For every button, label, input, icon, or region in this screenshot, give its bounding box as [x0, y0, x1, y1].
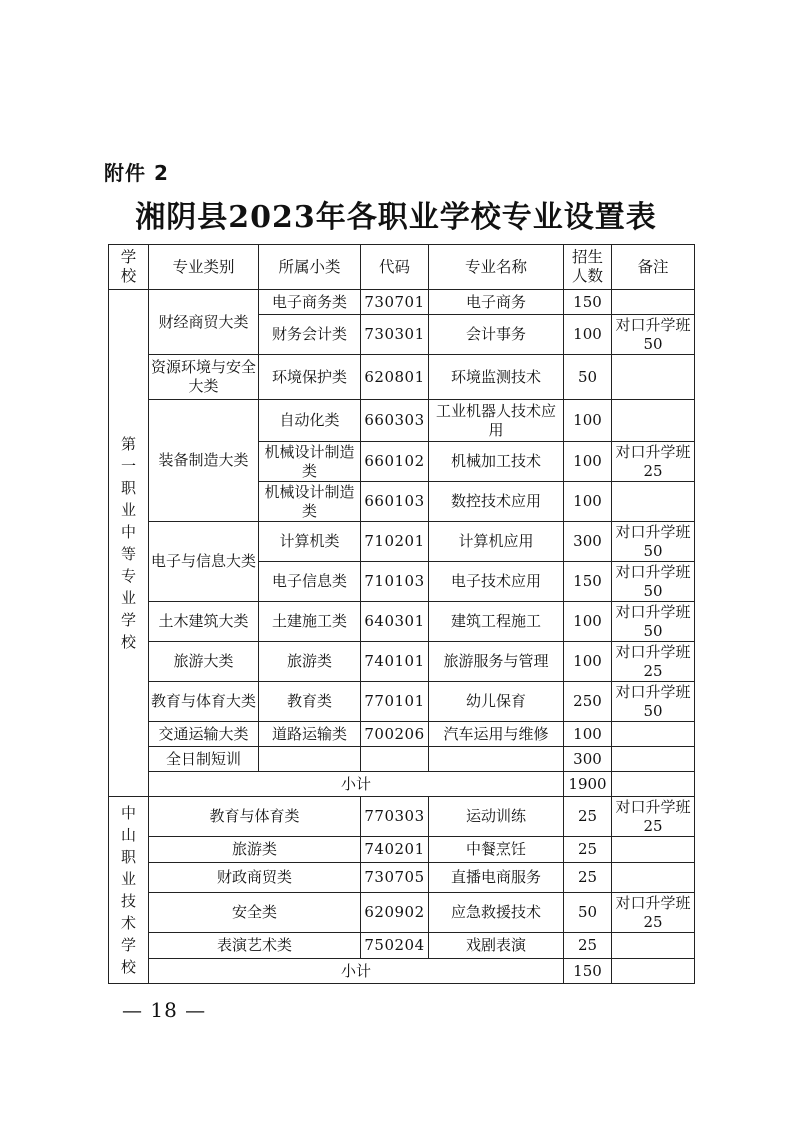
enroll-cell: 100 — [564, 722, 612, 747]
table-row — [109, 933, 695, 959]
major-cell: 中餐烹饪 — [429, 837, 564, 863]
code-cell: 660303 — [361, 400, 429, 442]
major-cell: 电子商务 — [429, 290, 564, 315]
major-settings-table — [108, 244, 695, 984]
enroll-cell: 300 — [564, 522, 612, 562]
note-cell: 对口升学班25 — [612, 642, 695, 682]
note-cell — [612, 722, 695, 747]
code-cell: 730301 — [361, 315, 429, 355]
category-cell: 表演艺术类 — [149, 933, 361, 959]
header-subcategory: 所属小类 — [259, 245, 361, 290]
code-cell: 730705 — [361, 863, 429, 893]
note-cell — [612, 355, 695, 400]
code-cell: 710201 — [361, 522, 429, 562]
enroll-cell: 300 — [564, 747, 612, 772]
table-row — [109, 863, 695, 893]
subcategory-cell: 财务会计类 — [259, 315, 361, 355]
category-cell: 全日制短训 — [149, 747, 259, 772]
note-cell — [612, 747, 695, 772]
major-cell: 数控技术应用 — [429, 482, 564, 522]
note-cell: 对口升学班50 — [612, 682, 695, 722]
code-cell: 770101 — [361, 682, 429, 722]
category-cell: 财经商贸大类 — [149, 290, 259, 355]
major-cell: 会计事务 — [429, 315, 564, 355]
major-cell: 机械加工技术 — [429, 442, 564, 482]
major-cell: 工业机器人技术应用 — [429, 400, 564, 442]
note-cell: 对口升学班50 — [612, 522, 695, 562]
subtotal-label: 小计 — [149, 772, 564, 797]
enroll-cell: 100 — [564, 315, 612, 355]
note-cell — [612, 933, 695, 959]
category-cell: 电子与信息大类 — [149, 522, 259, 602]
category-cell: 财政商贸类 — [149, 863, 361, 893]
note-cell: 对口升学班25 — [612, 797, 695, 837]
major-cell: 电子技术应用 — [429, 562, 564, 602]
enroll-cell: 100 — [564, 602, 612, 642]
subcategory-cell: 自动化类 — [259, 400, 361, 442]
note-cell: 对口升学班25 — [612, 893, 695, 933]
subcategory-cell — [259, 747, 361, 772]
subcategory-cell: 土建施工类 — [259, 602, 361, 642]
header-major: 专业名称 — [429, 245, 564, 290]
category-cell: 旅游大类 — [149, 642, 259, 682]
subcategory-cell: 旅游类 — [259, 642, 361, 682]
category-cell: 装备制造大类 — [149, 400, 259, 522]
table-row — [109, 400, 695, 442]
enroll-cell: 100 — [564, 482, 612, 522]
note-cell — [612, 400, 695, 442]
subcategory-cell: 电子商务类 — [259, 290, 361, 315]
subcategory-cell: 机械设计制造类 — [259, 442, 361, 482]
code-cell: 740101 — [361, 642, 429, 682]
code-cell: 640301 — [361, 602, 429, 642]
major-cell: 运动训练 — [429, 797, 564, 837]
attachment-label: 附件 2 — [104, 161, 169, 185]
subcategory-cell: 环境保护类 — [259, 355, 361, 400]
page-number: — 18 — — [122, 998, 207, 1022]
code-cell: 740201 — [361, 837, 429, 863]
major-cell: 汽车运用与维修 — [429, 722, 564, 747]
code-cell: 770303 — [361, 797, 429, 837]
table-row — [109, 797, 695, 837]
code-cell: 700206 — [361, 722, 429, 747]
major-cell: 旅游服务与管理 — [429, 642, 564, 682]
enroll-cell: 100 — [564, 642, 612, 682]
table-row — [109, 722, 695, 747]
major-cell: 环境监测技术 — [429, 355, 564, 400]
school-name: 中山职业技术学校 — [109, 797, 149, 984]
note-cell — [612, 772, 695, 797]
note-cell — [612, 482, 695, 522]
document-title: 湘阴县2023年各职业学校专业设置表 — [135, 200, 657, 235]
enroll-cell: 50 — [564, 355, 612, 400]
major-cell: 戏剧表演 — [429, 933, 564, 959]
table-row — [109, 522, 695, 562]
subtotal-row — [109, 959, 695, 984]
code-cell: 730701 — [361, 290, 429, 315]
note-cell — [612, 837, 695, 863]
code-cell — [361, 747, 429, 772]
table-row — [109, 355, 695, 400]
note-cell: 对口升学班50 — [612, 562, 695, 602]
note-cell — [612, 959, 695, 984]
category-cell: 教育与体育类 — [149, 797, 361, 837]
enroll-cell: 25 — [564, 863, 612, 893]
category-cell: 教育与体育大类 — [149, 682, 259, 722]
table-row — [109, 290, 695, 315]
major-cell — [429, 747, 564, 772]
code-cell: 710103 — [361, 562, 429, 602]
table-row — [109, 602, 695, 642]
major-cell: 直播电商服务 — [429, 863, 564, 893]
subtotal-label: 小计 — [149, 959, 564, 984]
table-row — [109, 747, 695, 772]
note-cell — [612, 290, 695, 315]
category-cell: 旅游类 — [149, 837, 361, 863]
enroll-cell: 150 — [564, 562, 612, 602]
enroll-cell: 50 — [564, 893, 612, 933]
major-cell: 计算机应用 — [429, 522, 564, 562]
subcategory-cell: 机械设计制造类 — [259, 482, 361, 522]
code-cell: 750204 — [361, 933, 429, 959]
subcategory-cell: 计算机类 — [259, 522, 361, 562]
major-cell: 幼儿保育 — [429, 682, 564, 722]
enroll-cell: 150 — [564, 290, 612, 315]
category-cell: 交通运输大类 — [149, 722, 259, 747]
major-cell: 应急救援技术 — [429, 893, 564, 933]
category-cell: 安全类 — [149, 893, 361, 933]
header-school: 学校 — [109, 245, 149, 290]
major-cell: 建筑工程施工 — [429, 602, 564, 642]
note-cell — [612, 863, 695, 893]
subtotal-value: 150 — [564, 959, 612, 984]
subcategory-cell: 电子信息类 — [259, 562, 361, 602]
header-enroll: 招生人数 — [564, 245, 612, 290]
enroll-cell: 25 — [564, 837, 612, 863]
table-row — [109, 682, 695, 722]
table-row — [109, 837, 695, 863]
subtotal-row — [109, 772, 695, 797]
enroll-cell: 100 — [564, 442, 612, 482]
header-code: 代码 — [361, 245, 429, 290]
note-cell: 对口升学班50 — [612, 315, 695, 355]
table-row — [109, 893, 695, 933]
code-cell: 660103 — [361, 482, 429, 522]
header-row — [109, 245, 695, 290]
code-cell: 620902 — [361, 893, 429, 933]
code-cell: 660102 — [361, 442, 429, 482]
enroll-cell: 250 — [564, 682, 612, 722]
enroll-cell: 25 — [564, 797, 612, 837]
note-cell: 对口升学班25 — [612, 442, 695, 482]
subcategory-cell: 教育类 — [259, 682, 361, 722]
category-cell: 土木建筑大类 — [149, 602, 259, 642]
enroll-cell: 100 — [564, 400, 612, 442]
subcategory-cell: 道路运输类 — [259, 722, 361, 747]
school-name: 第一职业中等专业学校 — [109, 290, 149, 797]
subtotal-value: 1900 — [564, 772, 612, 797]
header-note: 备注 — [612, 245, 695, 290]
enroll-cell: 25 — [564, 933, 612, 959]
code-cell: 620801 — [361, 355, 429, 400]
table-row — [109, 642, 695, 682]
note-cell: 对口升学班50 — [612, 602, 695, 642]
category-cell: 资源环境与安全大类 — [149, 355, 259, 400]
header-category: 专业类别 — [149, 245, 259, 290]
